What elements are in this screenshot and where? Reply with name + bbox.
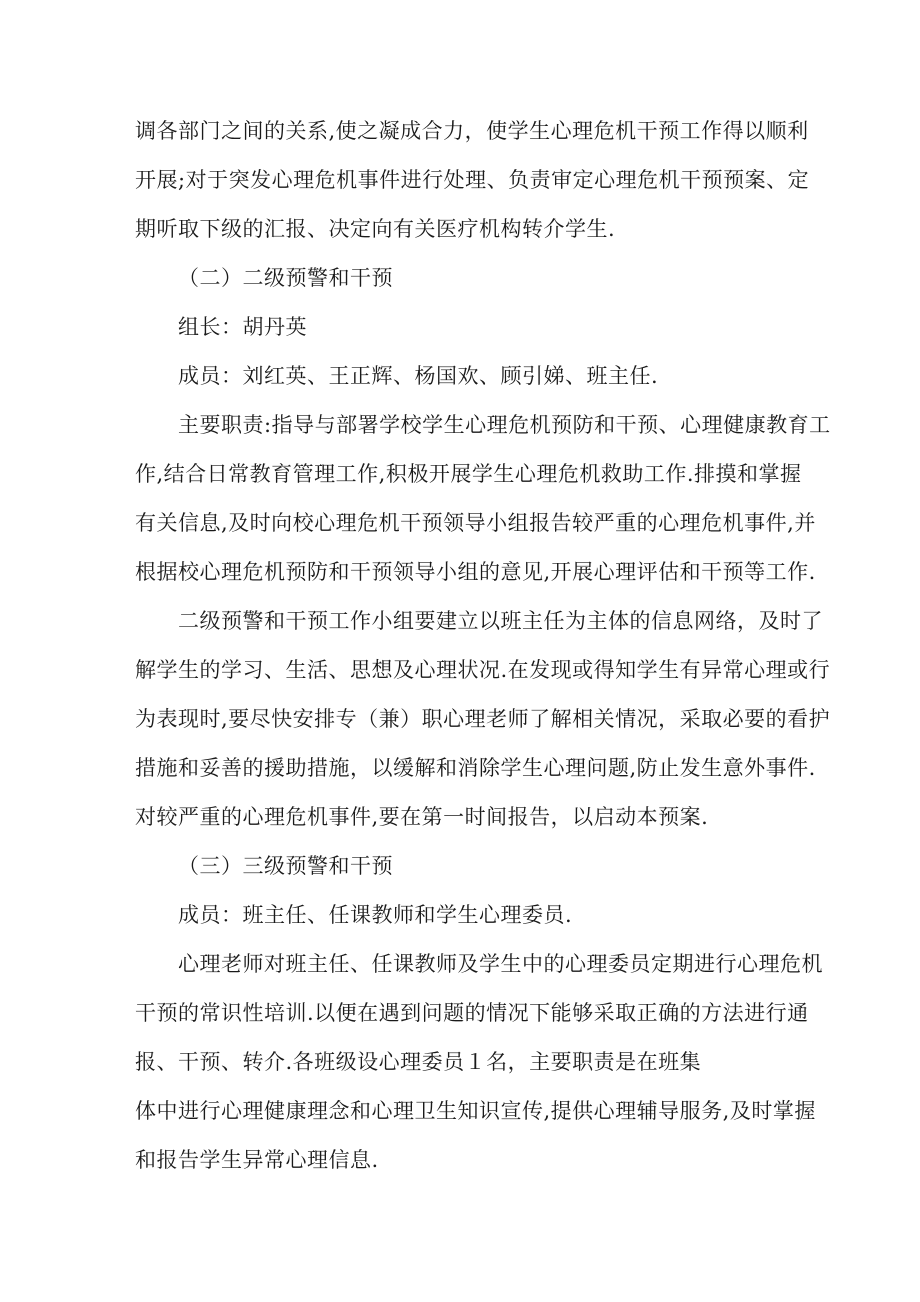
- section-heading: （二）二级预警和干预: [178, 266, 393, 290]
- paragraph-line: 解学生的学习、生活、思想及心理状况.在发现或得知学生有异常心理或行: [135, 658, 831, 682]
- paragraph-line: 和报告学生异常心理信息.: [135, 1148, 379, 1172]
- paragraph-line: 有关信息,及时向校心理危机干预领导小组报告较严重的心理危机事件,并: [135, 511, 816, 535]
- paragraph-line: 根据校心理危机预防和干预领导小组的意见,开展心理评估和干预等工作.: [135, 560, 816, 584]
- paragraph-line: 作,结合日常教育管理工作,积极开展学生心理危机救助工作.排摸和掌握: [135, 462, 802, 486]
- paragraph-line: 体中进行心理健康理念和心理卫生知识宣传,提供心理辅导服务,及时掌握: [135, 1099, 816, 1123]
- paragraph-line: 干预的常识性培训.以便在遇到问题的情况下能够采取正确的方法进行通: [135, 1001, 809, 1025]
- paragraph-line: 期听取下级的汇报、决定向有关医疗机构转介学生.: [135, 217, 616, 241]
- group-leader-line: 组长：胡丹英: [178, 315, 307, 339]
- members-line: 成员：刘红英、王正辉、杨国欢、顾引娣、班主任.: [178, 364, 659, 388]
- paragraph-line: 开展;对于突发心理危机事件进行处理、负责审定心理危机干预预案、定: [135, 168, 810, 192]
- paragraph-line: 心理老师对班主任、任课教师及学生中的心理委员定期进行心理危机: [178, 952, 823, 976]
- paragraph-line: 对较严重的心理危机事件,要在第一时间报告，以启动本预案.: [135, 805, 709, 829]
- paragraph-line: 为表现时,要尽快安排专（兼）职心理老师了解相关情况，采取必要的看护: [135, 707, 831, 731]
- paragraph-line: 主要职责:指导与部署学校学生心理危机预防和干预、心理健康教育工: [178, 413, 831, 437]
- paragraph-line: 报、干预、转介.各班级设心理委员１名，主要职责是在班集: [135, 1050, 702, 1074]
- section-heading: （三）三级预警和干预: [178, 854, 393, 878]
- members-line: 成员：班主任、任课教师和学生心理委员.: [178, 903, 573, 927]
- paragraph-line: 调各部门之间的关系,使之凝成合力，使学生心理危机干预工作得以顺利: [135, 119, 809, 143]
- paragraph-line: 二级预警和干预工作小组要建立以班主任为主体的信息网络，及时了: [178, 609, 823, 633]
- paragraph-line: 措施和妥善的援助措施，以缓解和消除学生心理问题,防止发生意外事件.: [135, 756, 816, 780]
